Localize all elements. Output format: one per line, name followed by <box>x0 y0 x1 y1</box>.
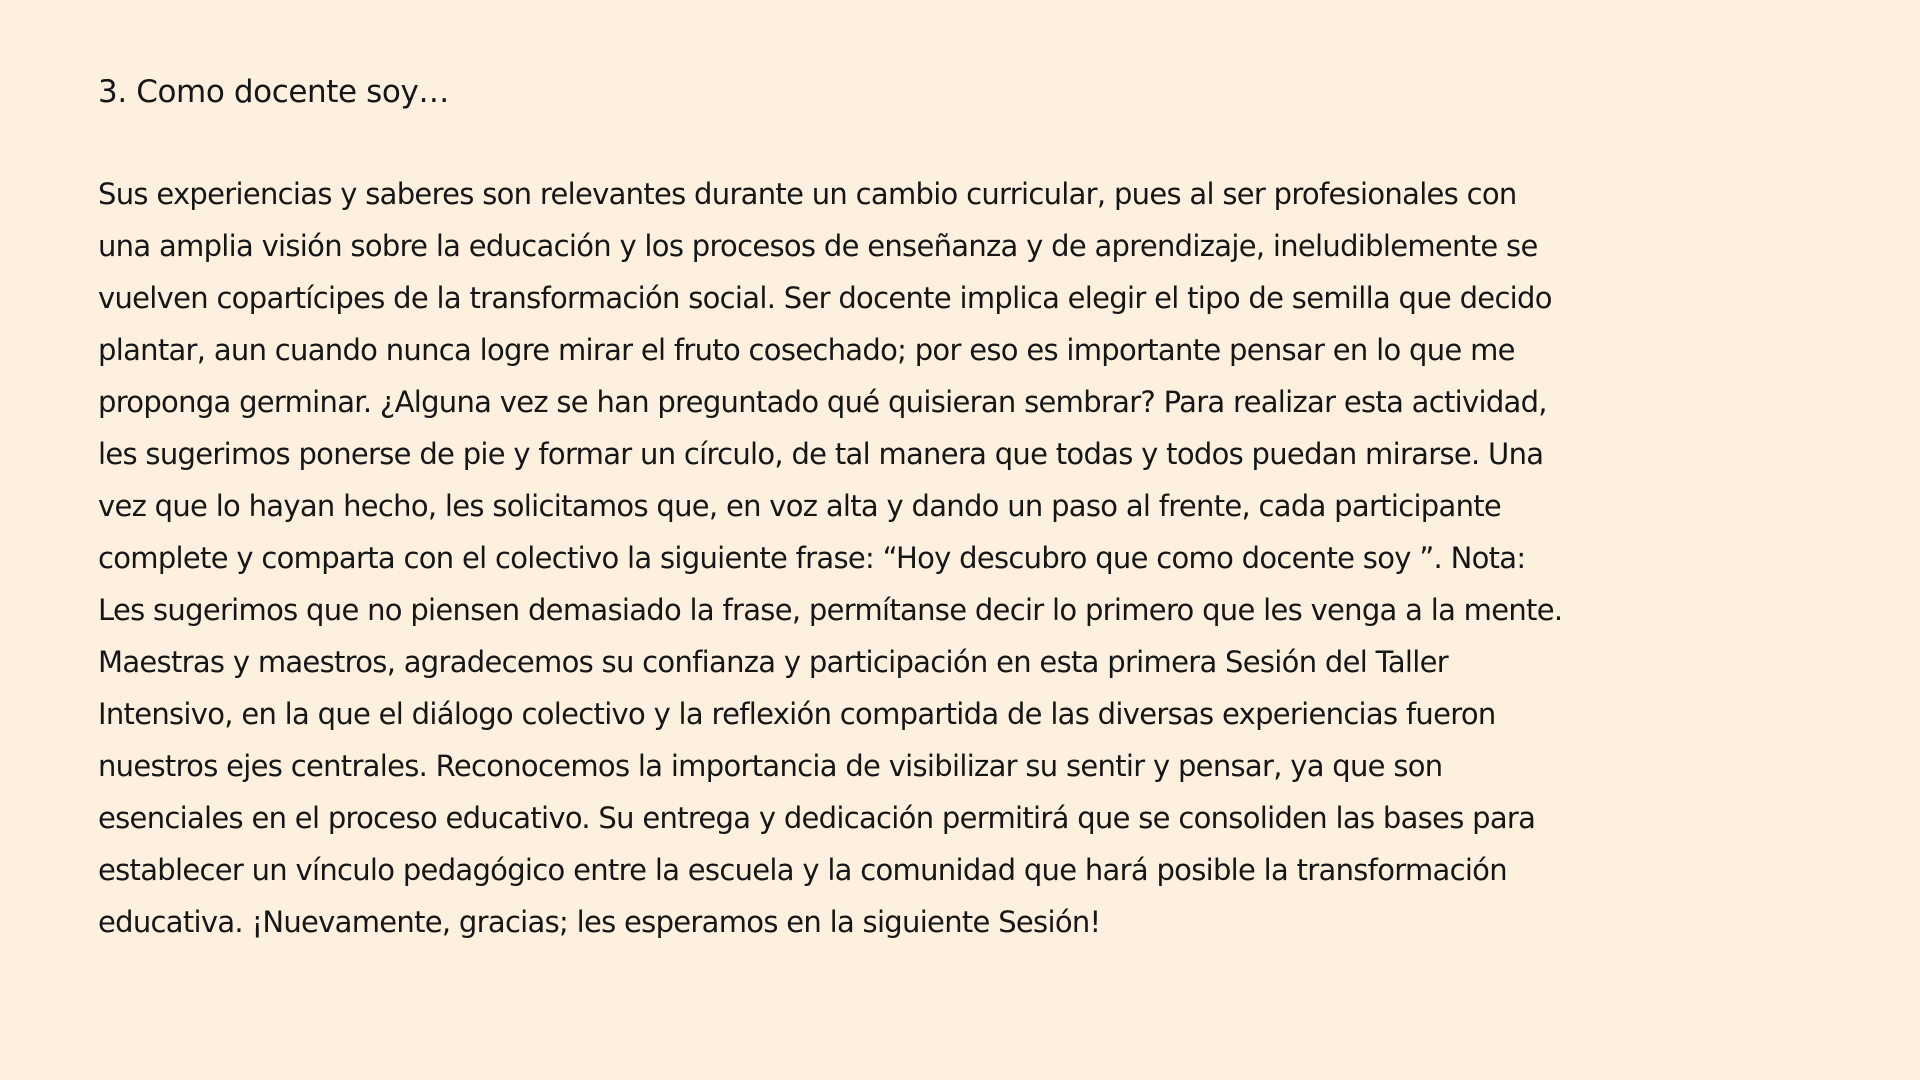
body-line: Maestras y maestros, agradecemos su confianza y participación en esta primera Sesión del Taller <box>98 645 1448 679</box>
section-heading: 3. Como docente soy… <box>98 74 450 110</box>
body-line: Sus experiencias y saberes son relevantes durante un cambio curricular, pues al ser profesionales con <box>98 177 1517 211</box>
body-line: Intensivo, en la que el diálogo colectivo y la reflexión compartida de las diversas experiencias fueron <box>98 697 1496 731</box>
body-line: vez que lo hayan hecho, les solicitamos que, en voz alta y dando un paso al frente, cada participante <box>98 489 1502 523</box>
body-paragraph <box>98 168 1878 948</box>
body-line: vuelven copartícipes de la transformación social. Ser docente implica elegir el tipo de semilla que decido <box>98 281 1552 315</box>
body-line: establecer un vínculo pedagógico entre la escuela y la comunidad que hará posible la transformación <box>98 853 1507 887</box>
body-line: les sugerimos ponerse de pie y formar un círculo, de tal manera que todas y todos puedan mirarse. Una <box>98 437 1544 471</box>
body-line: Les sugerimos que no piensen demasiado la frase, permítanse decir lo primero que les venga a la mente. <box>98 593 1563 627</box>
slide-content <box>98 66 1878 948</box>
body-line: nuestros ejes centrales. Reconocemos la importancia de visibilizar su sentir y pensar, ya que son <box>98 749 1443 783</box>
body-line: plantar, aun cuando nunca logre mirar el fruto cosechado; por eso es importante pensar en lo que me <box>98 333 1515 367</box>
body-line: proponga germinar. ¿Alguna vez se han preguntado qué quisieran sembrar? Para realizar esta actividad, <box>98 385 1547 419</box>
body-line: complete y comparta con el colectivo la siguiente frase: “Hoy descubro que como docente soy ”. Nota: <box>98 541 1526 575</box>
body-line: esenciales en el proceso educativo. Su entrega y dedicación permitirá que se consoliden las bases para <box>98 801 1536 835</box>
body-line: educativa. ¡Nuevamente, gracias; les esperamos en la siguiente Sesión! <box>98 905 1101 939</box>
body-line: una amplia visión sobre la educación y los procesos de enseñanza y de aprendizaje, ineludiblemente se <box>98 229 1538 263</box>
